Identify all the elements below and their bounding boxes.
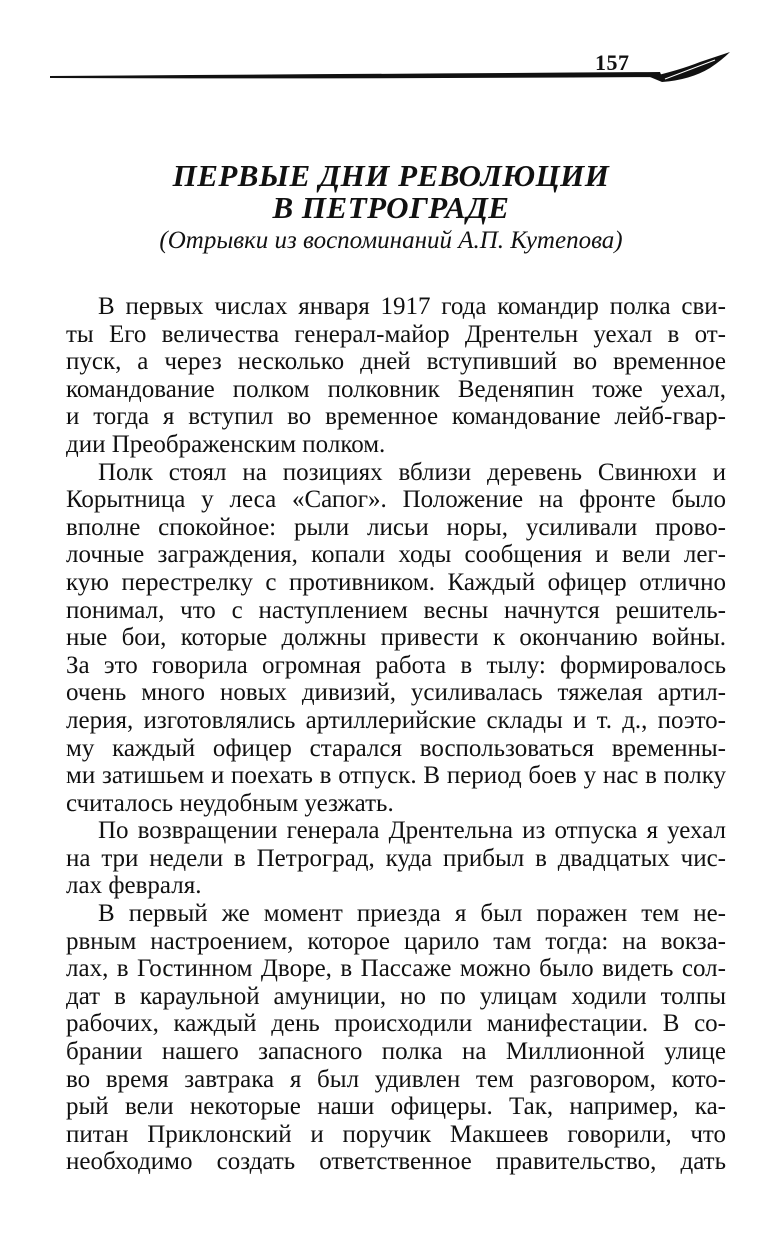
text-line: дии Преображенским полком.	[66, 430, 386, 458]
text-line: и тогда я вступил во временное командование лейб-гвар-	[66, 403, 726, 431]
text-line: командование полком полковник Веденяпин тоже уехал,	[66, 375, 726, 403]
text-line: За это говорила огромная работа в тылу: формировалось	[66, 651, 726, 679]
text-line: считалось неудобным уезжать.	[66, 789, 394, 817]
page-number: 157	[595, 50, 630, 75]
text-line: во время завтрака я был удивлен тем разговором, кото-	[66, 1065, 726, 1093]
text-line: ми затишьем и поехать в отпуск. В период боев у нас в полку	[66, 762, 726, 790]
chapter-subtitle: (Отрывки из воспоминаний А.П. Кутепова)	[159, 227, 623, 254]
text-line: ные бои, которые должны привести к окончанию войны.	[66, 624, 726, 652]
text-line: вполне спокойное: рыли лисьи норы, усиливали прово-	[66, 513, 726, 541]
text-line: необходимо создать ответственное правительство, дать	[66, 1148, 726, 1176]
chapter-title-line-2: В ПЕТРОГРАДЕ	[272, 190, 510, 225]
text-line: питан Приклонский и поручик Макшеев говорили, что	[66, 1120, 726, 1148]
text-line: ты Его величества генерал-майор Дрентельн уехал в от-	[66, 320, 726, 348]
chapter-title-block	[0, 160, 782, 256]
text-line: лах февраля.	[66, 872, 202, 900]
text-line: В первых числах января 1917 года командир полка сви-	[98, 293, 726, 320]
text-line: пуск, а через несколько дней вступивший во временное	[66, 348, 726, 376]
text-line: на три недели в Петроград, куда прибыл в двадцатых чис-	[66, 844, 726, 872]
text-line: рвным настроением, которое царило там тогда: на вокза-	[66, 927, 726, 955]
text-line: понимал, что с наступлением весны начнутся решитель-	[66, 596, 726, 624]
text-line: дат в караульной амуниции, но по улицам ходили толпы	[66, 982, 726, 1010]
text-line: лах, в Гостинном Дворе, в Пассаже можно было видеть сол-	[66, 955, 726, 983]
text-line: кую перестрелку с противником. Каждый офицер отлично	[66, 568, 726, 596]
chapter-title-line-1: ПЕРВЫЕ ДНИ РЕВОЛЮЦИИ	[172, 158, 610, 193]
text-line: му каждый офицер старался воспользоваться временны-	[66, 734, 726, 762]
body-text	[66, 293, 726, 1176]
text-line: лерия, изготовлялись артиллерийские склады и т. д., поэто-	[66, 706, 726, 734]
text-line: очень много новых дивизий, усиливалась тяжелая артил-	[66, 679, 726, 707]
text-line: брании нашего запасного полка на Миллионной улице	[66, 1038, 726, 1066]
text-line: Корытница у леса «Сапог». Положение на фронте было	[66, 486, 726, 514]
text-line: Полк стоял на позициях вблизи деревень Свинюхи и	[98, 458, 726, 486]
text-line: рый вели некоторые наши офицеры. Так, например, ка-	[66, 1093, 726, 1121]
text-line: В первый же момент приезда я был поражен тем не-	[98, 900, 726, 928]
text-line: лочные заграждения, копали ходы сообщения и вели лег-	[66, 541, 726, 569]
text-line: рабочих, каждый день происходили манифестации. В со-	[66, 1010, 726, 1038]
text-line: По возвращении генерала Дрентельна из отпуска я уехал	[98, 817, 726, 845]
